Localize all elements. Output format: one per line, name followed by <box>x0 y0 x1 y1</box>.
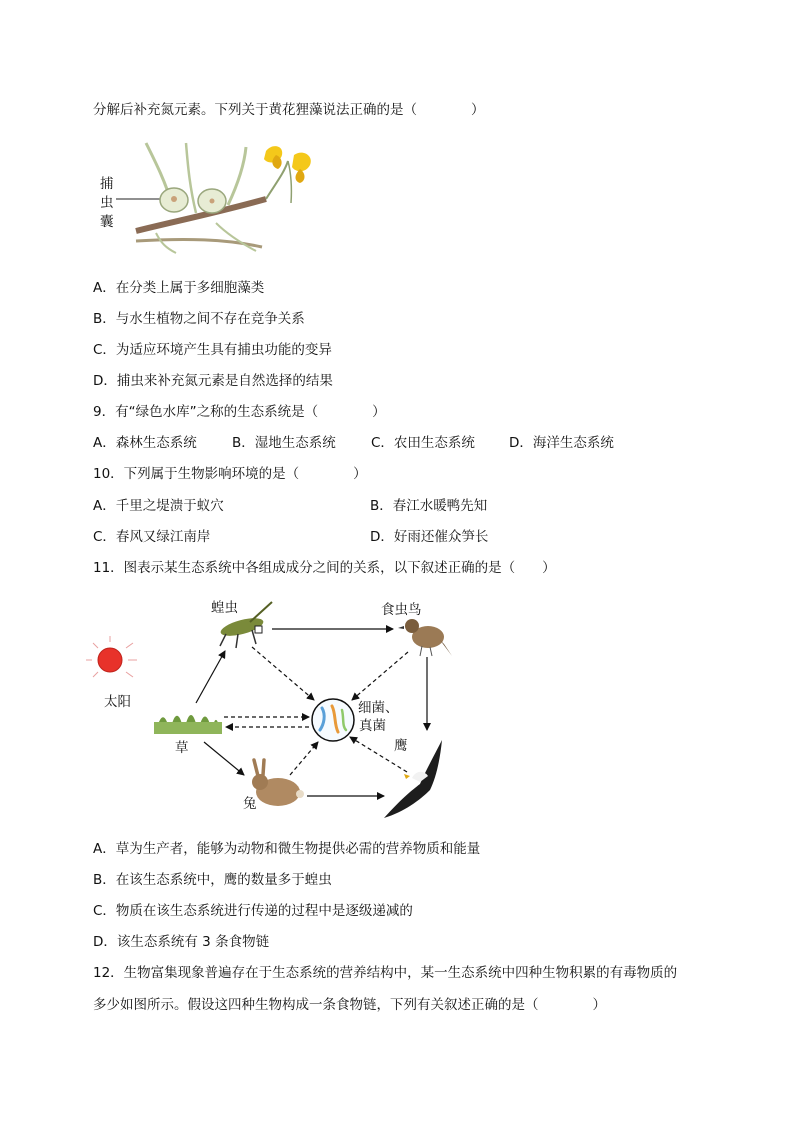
trap-label-1: 捕 <box>100 176 114 192</box>
label-locust: 蝗虫 <box>211 600 238 616</box>
q11-option-b: B．在该生态系统中，鹰的数量多于蝗虫 <box>93 872 332 888</box>
label-sun: 太阳 <box>104 694 131 710</box>
sun-icon <box>86 636 137 677</box>
bacteria-fungi-icon <box>312 699 354 741</box>
label-grass: 草 <box>175 740 189 756</box>
label-rabbit: 兔 <box>243 796 257 812</box>
q8-option-b: B．与水生植物之间不存在竞争关系 <box>93 311 305 327</box>
q12-stem-line-1: 12．生物富集现象普遍存在于生态系统的营养结构中，某一生态系统中四种生物积累的有毒物质的 <box>93 965 678 981</box>
q8-option-d: D．捕虫来补充氮元素是自然选择的结果 <box>93 373 333 389</box>
q10-option-c: C．春风又绿江南岸 <box>93 529 211 545</box>
q10-option-a: A．千里之堤溃于蚁穴 <box>93 498 224 514</box>
q11-option-d: D．该生态系统有 3 条食物链 <box>93 934 270 950</box>
q9-option-d: D．海洋生态系统 <box>509 435 614 451</box>
label-fungi: 真菌 <box>359 718 386 734</box>
q8-option-a: A．在分类上属于多细胞藻类 <box>93 280 265 296</box>
q10-option-b: B．春江水暖鸭先知 <box>370 498 488 514</box>
label-eagle: 鹰 <box>394 738 408 754</box>
label-insectivorous-bird: 食虫鸟 <box>381 602 422 618</box>
q10-option-d: D．好雨还催众笋长 <box>370 529 489 545</box>
q9-stem: 9．有“绿色水库”之称的生态系统是（ ） <box>93 404 386 420</box>
eagle-icon <box>384 740 442 818</box>
trap-label-2: 虫 <box>100 195 114 211</box>
q10-stem: 10．下列属于生物影响环境的是（ ） <box>93 466 367 482</box>
label-bacteria: 细菌、 <box>358 700 399 716</box>
trap-label-3: 囊 <box>100 214 114 230</box>
q11-stem: 11．图表示某生态系统中各组成成分之间的关系，以下叙述正确的是（ ） <box>93 560 556 576</box>
q11-option-c: C．物质在该生态系统进行传递的过程中是逐级递减的 <box>93 903 413 919</box>
q8-option-c: C．为适应环境产生具有捕虫功能的变异 <box>93 342 332 358</box>
q11-option-a: A．草为生产者，能够为动物和微生物提供必需的营养物质和能量 <box>93 841 481 857</box>
q9-option-c: C．农田生态系统 <box>371 435 475 451</box>
q9-option-a: A．森林生态系统 <box>93 435 197 451</box>
insectivorous-bird-icon <box>398 619 452 656</box>
grass-icon <box>154 715 222 734</box>
q9-option-b: B．湿地生态系统 <box>232 435 336 451</box>
q8-stem-tail: 分解后补充氮元素。下列关于黄花狸藻说法正确的是（ ） <box>93 102 485 118</box>
q12-stem-line-2: 多少如图所示。假设这四种生物构成一条食物链，下列有关叙述正确的是（ ） <box>93 997 606 1013</box>
